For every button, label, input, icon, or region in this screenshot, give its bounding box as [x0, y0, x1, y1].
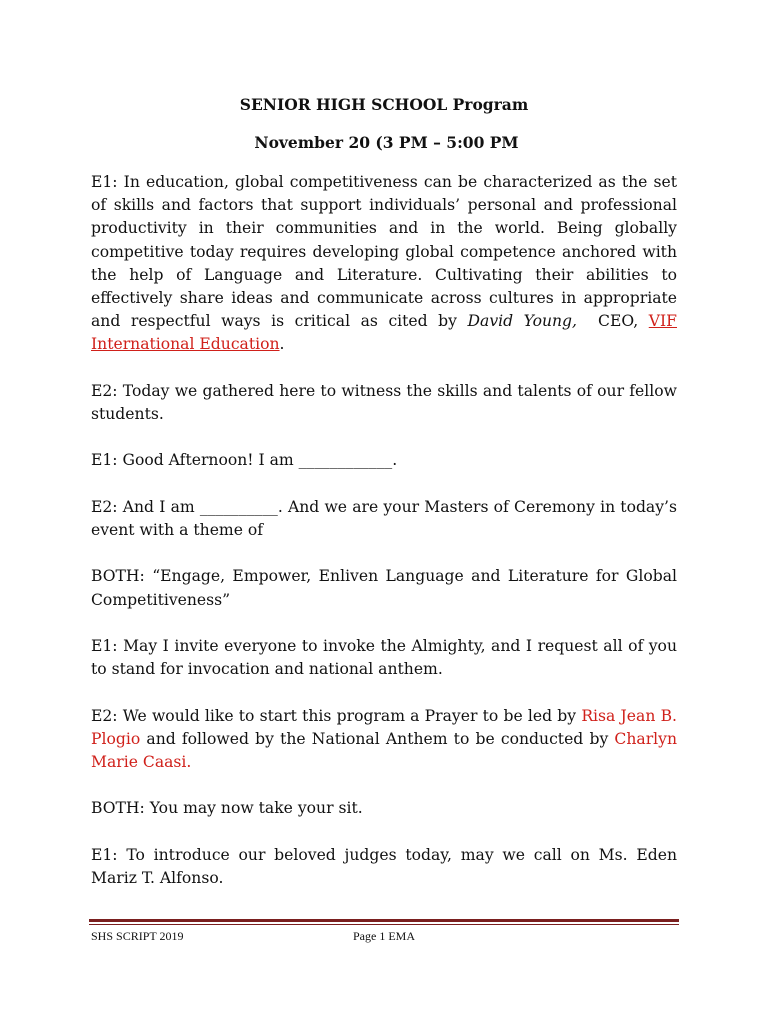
footer-left-text: SHS SCRIPT 2019 [91, 929, 184, 943]
paragraph-3: E1: Good Afternoon! I am ____________. [91, 451, 398, 470]
paragraph-7-text-1: E2: We would like to start this program a Prayer to be led by [91, 706, 582, 725]
paragraph-9: E1: To introduce our beloved judges today, may we call on Ms. Eden Mariz T. Alfonso. [91, 845, 677, 887]
document-title: SENIOR HIGH SCHOOL Program [239, 95, 529, 114]
paragraph-1 [91, 171, 677, 357]
footer-page-number: Page 1 EMA [353, 929, 415, 943]
paragraph-6: E1: May I invite everyone to invoke the Almighty, and I request all of you to stand for invocation and national anthem. [91, 636, 677, 679]
paragraph-7-text-2: and followed by the National Anthem to be conducted by [140, 729, 615, 748]
cited-author: David Young, [467, 312, 577, 331]
document-body [91, 171, 677, 890]
document-subtitle: November 20 (3 PM – 5:00 PM [254, 133, 519, 152]
footer-rule-thick [89, 919, 679, 922]
paragraph-1-text: E1: In education, global competitiveness can be characterized as the set of skills and factors that support individuals’ personal and professional productivity in their communities and in the world. Being globally competitive today requires developing global competence anchored with the help of Language and Literature. Cultivating their abilities to effectively share ideas and communicate across cultures in appropriate and respectful ways is critical as cited by [91, 173, 677, 331]
organization-link[interactable]: VIF International Education [91, 312, 677, 354]
paragraph-1-end: . [279, 335, 285, 354]
paragraph-2: E2: Today we gathered here to witness the skills and talents of our fellow students. [91, 381, 677, 424]
paragraph-8: BOTH: You may now take your sit. [91, 799, 363, 818]
paragraph-5: BOTH: “Engage, Empower, Enliven Language and Literature for Global Competitiveness” [91, 567, 677, 609]
paragraph-4: E2: And I am __________. And we are your Masters of Ceremony in today’s event with a theme of [91, 497, 677, 539]
footer-rule-thin [89, 924, 679, 925]
cited-role: CEO, [576, 312, 649, 331]
anthem-conductor-name: Charlyn Marie Caasi. [91, 729, 677, 771]
paragraph-7 [91, 705, 677, 775]
prayer-leader-name: Risa Jean B. Plogio [91, 706, 677, 748]
